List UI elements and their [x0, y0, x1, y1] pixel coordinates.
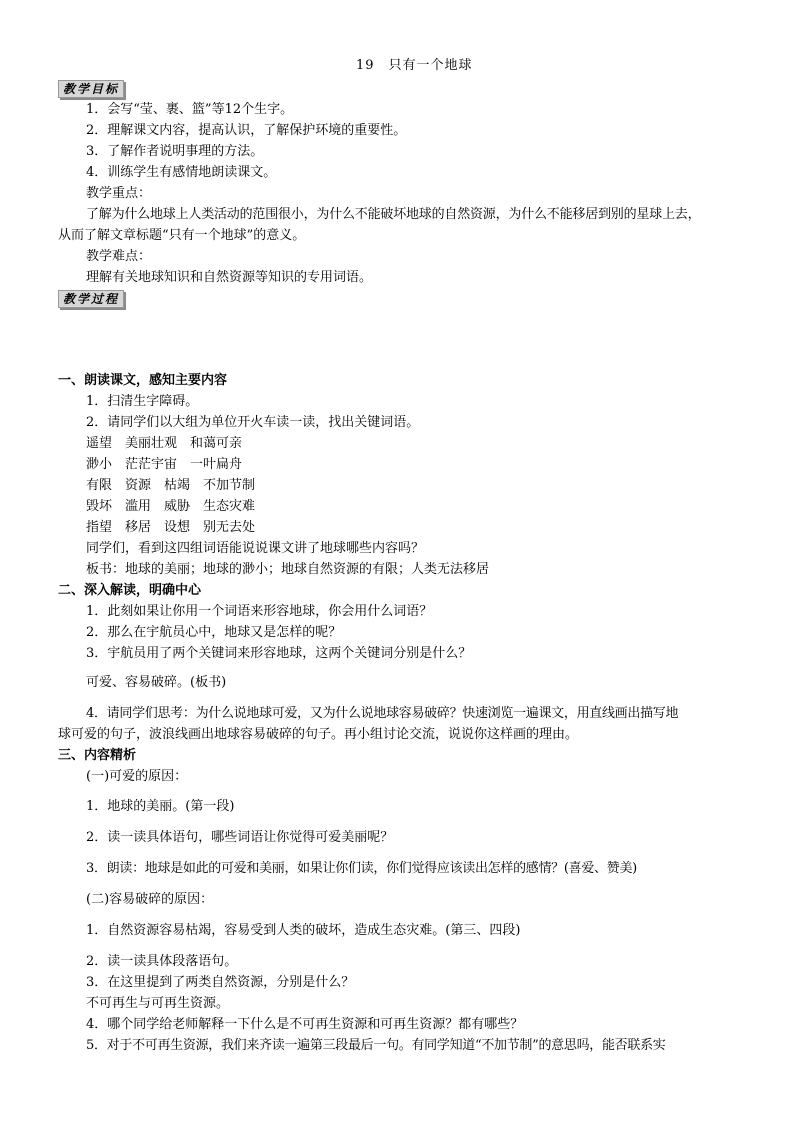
- section-heading: 一、朗读课文，感知主要内容: [58, 373, 228, 388]
- answer-text: 不可再生与可再生资源。: [86, 996, 230, 1011]
- list-item: 1．自然资源容易枯竭，容易受到人类的破坏，造成生态灾难。(第三、四段): [86, 923, 521, 938]
- section-heading: 三、内容精析: [58, 748, 137, 763]
- word-row: 遥望 美丽壮观 和蔼可亲: [86, 436, 243, 451]
- list-item: 3．在这里提到了两类自然资源，分别是什么？: [86, 975, 355, 990]
- list-item: 1．扫清生字障碍。: [86, 394, 199, 409]
- word-row: 渺小 茫茫宇宙 一叶扁舟: [86, 457, 243, 472]
- word-row: 有限 资源 枯竭 不加节制: [86, 478, 256, 493]
- section-heading: 二、深入解读，明确中心: [58, 583, 202, 598]
- subsection-heading: (一)可爱的原因：: [86, 769, 188, 784]
- difficulty-text: 理解有关地球知识和自然资源等知识的专用词语。: [86, 270, 373, 285]
- list-item: 3．朗读：地球是如此的可爱和美丽，如果让你们读，你们觉得应该读出怎样的感情？(喜爱、赞美): [86, 861, 637, 876]
- answer-text: 可爱、容易破碎。(板书): [86, 675, 227, 690]
- list-item: 5．对于不可再生资源，我们来齐读一遍第三段最后一句。有同学知道“不加节制”的意思吗，能否联系实: [86, 1038, 666, 1053]
- list-item: 2．读一读具体语句，哪些词语让你觉得可爱美丽呢？: [86, 830, 394, 845]
- goal-item: 1．会写“莹、裹、篮”等12个生字。: [86, 102, 294, 117]
- section-badge-goals: 教学目标: [58, 80, 124, 98]
- list-item: 2．那么在宇航员心中，地球又是怎样的呢？: [86, 625, 342, 640]
- list-item: 2．请同学们以大组为单位开火车读一读，找出关键词语。: [86, 415, 420, 430]
- list-item: 3．宇航员用了两个关键词来形容地球，这两个关键词分别是什么？: [86, 646, 472, 661]
- subsection-heading: (二)容易破碎的原因：: [86, 892, 214, 907]
- list-item: 2．读一读具体段落语句。: [86, 954, 238, 969]
- page-title: 19 只有一个地球: [356, 58, 473, 73]
- section-badge-process: 教学过程: [58, 290, 124, 308]
- key-points-text: 从而了解文章标题“只有一个地球”的意义。: [58, 228, 306, 243]
- question-text: 同学们，看到这四组词语能说说课文讲了地球哪些内容吗？: [86, 541, 425, 556]
- word-row: 指望 移居 设想 别无去处: [86, 520, 256, 535]
- goal-item: 3．了解作者说明事理的方法。: [86, 144, 264, 159]
- goal-item: 4．训练学生有感情地朗读课文。: [86, 165, 277, 180]
- board-text: 板书：地球的美丽；地球的渺小；地球自然资源的有限；人类无法移居: [86, 562, 490, 577]
- key-points-label: 教学重点：: [86, 186, 152, 201]
- list-item: 4．请同学们思考：为什么说地球可爱，又为什么说地球容易破碎？快速浏览一遍课文，用直线画出描写地: [86, 706, 679, 721]
- list-item: 1．地球的美丽。(第一段): [86, 799, 235, 814]
- word-row: 毁坏 滥用 威胁 生态灾难: [86, 499, 256, 514]
- list-item: 4．哪个同学给老师解释一下什么是不可再生资源和可再生资源？都有哪些？: [86, 1017, 524, 1032]
- difficulty-label: 教学难点：: [86, 249, 152, 264]
- goal-item: 2．理解课文内容，提高认识，了解保护环境的重要性。: [86, 123, 407, 138]
- list-item: 1．此刻如果让你用一个词语来形容地球，你会用什么词语？: [86, 604, 433, 619]
- key-points-text: 了解为什么地球上人类活动的范围很小，为什么不能破坏地球的自然资源，为什么不能移居到别的星球上去，: [86, 207, 701, 222]
- list-item-continued: 球可爱的句子，波浪线画出地球容易破碎的句子。再小组讨论交流，说说你这样画的理由。: [58, 727, 579, 742]
